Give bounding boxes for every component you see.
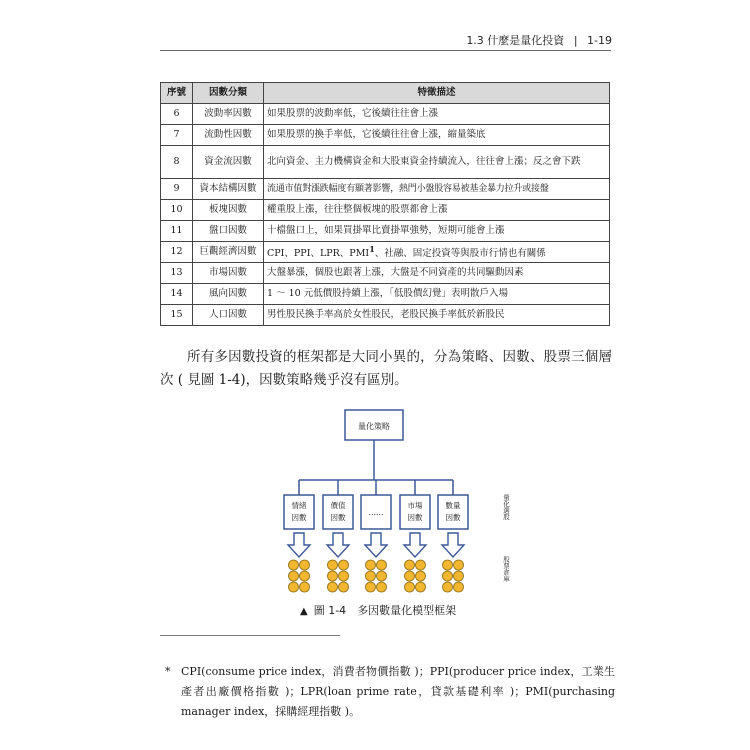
row-number: 11 [161, 221, 193, 242]
coin-icon [366, 571, 376, 581]
table-row [161, 305, 610, 326]
coin-icon [443, 571, 453, 581]
footnote-reference: 1 [369, 244, 375, 255]
factor-table [160, 82, 610, 326]
body-paragraph [160, 346, 612, 392]
tree-connectors [299, 440, 453, 495]
coin-icon [366, 582, 376, 592]
down-arrow-icon [288, 533, 310, 557]
coin-icon [416, 571, 426, 581]
row-description: 1 ～ 10 元低價股持續上漲，「低股價幻覺」表明散戶入場 [264, 284, 610, 305]
row-category: 流動性因數 [193, 125, 264, 146]
col-header-description: 特徵描述 [264, 83, 610, 104]
row-description: 北向資金、主力機構資金和大股東資金持續流入，往往會上漲；反之會下跌 [264, 146, 610, 179]
table-row [161, 179, 610, 200]
factor-box-line: 因數 [291, 513, 307, 522]
row-description-part: CPI、PPI、LPR、PMI [267, 248, 370, 260]
strategy-label: 量化策略 [358, 422, 390, 431]
factor-box-line: 情緒 [291, 501, 307, 510]
factor-box-line: 市場 [407, 501, 423, 510]
row-number: 14 [161, 284, 193, 305]
paragraph-text: 所有多因數投資的框架都是大同小異的，分為策略、因數、股票三個層次 ( 見圖 1-4)，因數策略幾乎沒有區別。 [160, 349, 612, 388]
table-row [161, 221, 610, 242]
factor-box-line: 數量 [445, 501, 461, 510]
footnote-text: CPI(consume price index，消費者物價指數 )；PPI(producer price index，工業生產者出廠價格指數 )；LPR(loan prime rate，貸款基礎利率 )；PMI(purchasing manager index，採購經理指數 )。 [181, 665, 615, 718]
coin-icon [443, 582, 453, 592]
coin-icon [289, 560, 299, 570]
coin-icon [300, 560, 310, 570]
row-number: 10 [161, 200, 193, 221]
table-row [161, 125, 610, 146]
down-arrow-icon [404, 533, 426, 557]
row-description: 如果股票的換手率低，它後續往往會上漲，縮量築底 [264, 125, 610, 146]
table-row [161, 104, 610, 125]
coin-icon [366, 560, 376, 570]
coin-icon [300, 582, 310, 592]
stock-coins [289, 560, 464, 592]
factor-box-quantity [438, 495, 468, 529]
col-header-number: 序號 [161, 83, 193, 104]
side-label-factor-selection: 量化選股 [484, 494, 510, 502]
row-number: 6 [161, 104, 193, 125]
header-separator: | [573, 34, 578, 47]
row-description: 男性股民換手率高於女性股民，老股民換手率低於新股民 [264, 305, 610, 326]
coin-icon [454, 582, 464, 592]
figure-caption [300, 602, 480, 618]
row-description: 大盤暴漲，個股也跟著上漲，大盤是不同資產的共同驅動因素 [264, 263, 610, 284]
row-description [264, 242, 610, 263]
coin-icon [339, 582, 349, 592]
coin-icon [377, 560, 387, 570]
coin-icon [339, 571, 349, 581]
row-number: 13 [161, 263, 193, 284]
coin-icon [377, 582, 387, 592]
row-description: 如果股票的波動率低，它後續往往會上漲 [264, 104, 610, 125]
coin-icon [300, 571, 310, 581]
factor-box-emotion [284, 495, 314, 529]
header-page-number: 1-19 [587, 34, 612, 47]
row-number: 8 [161, 146, 193, 179]
header-rule [160, 50, 611, 51]
factor-box-line: 因數 [445, 513, 461, 522]
coin-icon [405, 560, 415, 570]
row-category: 資本結構因數 [193, 179, 264, 200]
row-category: 板塊因數 [193, 200, 264, 221]
down-arrow-icon [365, 533, 387, 557]
coin-icon [377, 571, 387, 581]
factor-box-market [400, 495, 430, 529]
table-header-row [161, 83, 610, 104]
factor-box-ellipsis [361, 495, 391, 529]
caption-text: 圖 1-4 多因數量化模型框架 [313, 604, 457, 617]
row-number: 9 [161, 179, 193, 200]
row-category: 風向因數 [193, 284, 264, 305]
running-header [0, 32, 612, 48]
row-description: 十檔盤口上，如果買掛單比賣掛單強勢，短期可能會上漲 [264, 221, 610, 242]
row-description-part: 、社融、固定投資等與股市行情也有關係 [374, 248, 546, 260]
down-arrow-icon [327, 533, 349, 557]
coin-icon [339, 560, 349, 570]
coin-icon [443, 560, 453, 570]
factor-box-value [323, 495, 353, 529]
row-category: 巨觀經濟因數 [193, 242, 264, 263]
row-number: 12 [161, 242, 193, 263]
row-category: 市場因數 [193, 263, 264, 284]
header-section: 1.3 什麼是量化投資 [466, 34, 565, 47]
col-header-category: 因數分類 [193, 83, 264, 104]
down-arrow-icon [442, 533, 464, 557]
row-number: 15 [161, 305, 193, 326]
triangle-icon: ▲ [300, 606, 308, 617]
footnote [165, 662, 615, 722]
coin-icon [405, 571, 415, 581]
table-row [161, 146, 610, 179]
coin-icon [328, 571, 338, 581]
row-category: 盤口因數 [193, 221, 264, 242]
coin-icon [416, 560, 426, 570]
factor-box-line: 因數 [407, 513, 423, 522]
coin-icon [416, 582, 426, 592]
coin-icon [328, 560, 338, 570]
table-row [161, 242, 610, 263]
factor-box-line: 因數 [330, 513, 346, 522]
table-row [161, 263, 610, 284]
row-description: 權重股上漲，往往整個板塊的股票都會上漲 [264, 200, 610, 221]
row-category: 波動率因數 [193, 104, 264, 125]
coin-icon [289, 571, 299, 581]
multi-factor-diagram [270, 405, 510, 605]
coin-icon [454, 571, 464, 581]
table-row [161, 284, 610, 305]
coin-icon [405, 582, 415, 592]
down-arrows [288, 533, 464, 557]
factor-box-line: …… [368, 508, 384, 517]
factor-box-line: 價值 [330, 501, 346, 510]
row-description: 流通市值對漲跌幅度有顯著影響，熱門小盤股容易被基金暴力拉升或接盤 [264, 179, 610, 200]
footnote-mark: * [165, 665, 171, 678]
coin-icon [328, 582, 338, 592]
coin-icon [289, 582, 299, 592]
table-row [161, 200, 610, 221]
row-number: 7 [161, 125, 193, 146]
row-category: 人口因數 [193, 305, 264, 326]
coin-icon [454, 560, 464, 570]
row-category: 資金流因數 [193, 146, 264, 179]
side-label-stock-pool: 股票倉庫 [484, 556, 510, 564]
footnote-rule [160, 635, 340, 636]
